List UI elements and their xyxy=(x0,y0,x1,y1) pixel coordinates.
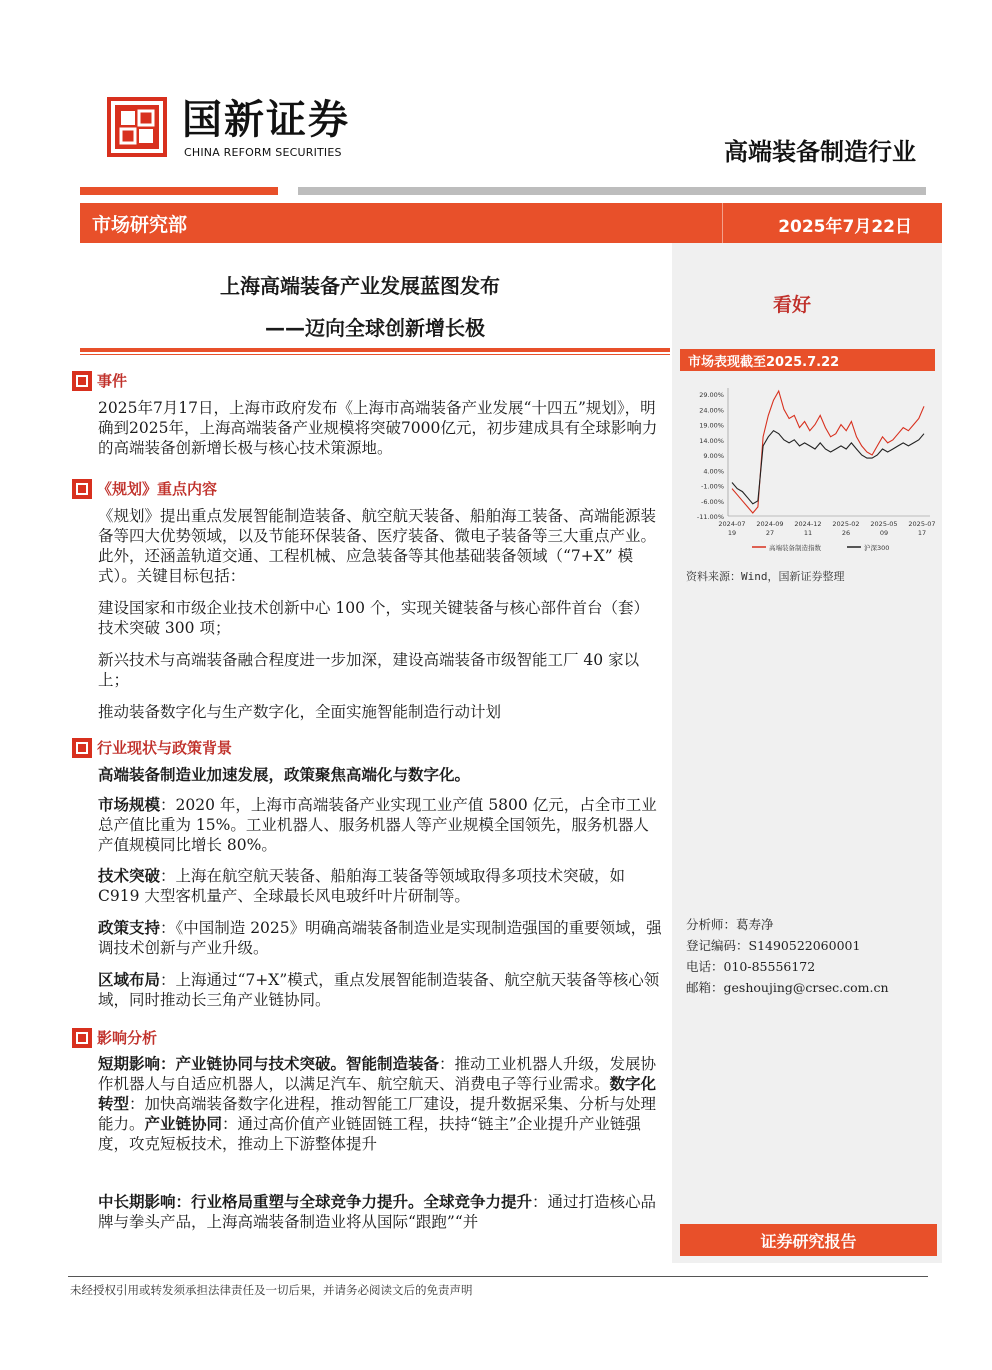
section-status-title: 行业现状与政策背景 xyxy=(97,739,233,757)
x-tick-label: 2025-05 xyxy=(870,520,898,528)
report-date: 2025年7月22日 xyxy=(778,217,912,237)
y-tick-label: -1.00% xyxy=(701,482,724,491)
analyst-name: 分析师：葛寿净 xyxy=(686,917,774,932)
x-tick-label: 2025-02 xyxy=(832,520,860,528)
analyst-email[interactable]: 邮箱：geshoujing@crsec.com.cn xyxy=(686,980,889,995)
digital-text: ：加快高端装备数字化进程，推动智能工厂建设，提升数据采集、分析与处理能力。 xyxy=(98,1095,657,1133)
status-lead xyxy=(98,765,663,787)
short-term-text: ：推动工业机器人升级，发展协作机器人与自适应机器人，以满足汽车、航空航天、消费电子等行业需求。 xyxy=(98,1055,657,1093)
title-rule-thick xyxy=(80,348,670,352)
y-tick-label: 14.00% xyxy=(699,436,724,445)
x-tick-label: 17 xyxy=(917,529,927,537)
status-region-paragraph xyxy=(98,970,663,1012)
x-tick-label: 27 xyxy=(765,529,775,537)
title-rule-thin xyxy=(80,354,670,355)
chain-text: ：通过高价值产业链固链工程，扶持“链主”企业提升产业链强度，攻克短板技术，推动上下游整体提升 xyxy=(98,1115,641,1153)
y-tick-label: 9.00% xyxy=(703,452,724,461)
report-title: 上海高端装备产业发展蓝图发布 xyxy=(220,274,500,298)
x-tick-label: 2024-09 xyxy=(756,520,784,528)
tech-text: ：上海在航空航天装备、船舶海工装备等领域取得多项技术突破，如 C919 大型客机量产、全球最长风电玻纤叶片研制等。 xyxy=(98,867,626,905)
status-market-paragraph xyxy=(98,795,663,859)
y-tick-label: 24.00% xyxy=(699,406,724,415)
series-line-1 xyxy=(732,431,924,504)
long-term-text: ：通过打造核心品牌与拳头产品，上海高端装备制造业将从国际“跟跑”“并 xyxy=(98,1193,657,1231)
plan-paragraph-4: 推动装备数字化与生产数字化，全面实施智能制造行动计划 xyxy=(98,703,502,721)
section-bullet-icon xyxy=(72,371,92,391)
section-plan-title: 《规划》重点内容 xyxy=(97,480,218,498)
company-logo-mark xyxy=(107,97,167,157)
market-label: 市场规模 xyxy=(98,796,161,814)
performance-chart-svg xyxy=(680,378,935,564)
status-tech-paragraph xyxy=(98,866,663,908)
chart-source: 资料来源：Wind，国新证券整理 xyxy=(686,570,845,583)
company-name-cn: 国新证券 xyxy=(182,97,350,143)
x-tick-label: 09 xyxy=(879,529,889,537)
digital-label: 数字化转型 xyxy=(98,1075,657,1113)
disclaimer-footer: 未经授权引用或转发须承担法律责任及一切后果，并请务必阅读文后的免责声明 xyxy=(70,1283,473,1297)
x-tick-label: 26 xyxy=(841,529,851,537)
region-text: ：上海通过“7+X”模式，重点发展智能制造装备、航空航天装备等核心领域，同时推动长三角产业链协同。 xyxy=(98,971,660,1009)
analyst-info xyxy=(686,914,889,998)
report-type-label: 证券研究报告 xyxy=(760,1232,857,1251)
plan-paragraph-1: 《规划》提出重点发展智能制造装备、航空航天装备、船舶海工装备、高端能源装备等四大优势领域，以及节能环保装备、医疗装备、微电子装备等三大重点产业。此外，还涵盖轨道交通、工程机械、应急装备等其他基础装备领域（“7+X” 模式）。关键目标包括： xyxy=(98,507,657,585)
long-term-label: 中长期影响：行业格局重塑与全球竞争力提升。全球竞争力提升 xyxy=(98,1193,533,1211)
section-impact-title: 影响分析 xyxy=(97,1029,158,1047)
performance-label: 市场表现截至2025.7.22 xyxy=(688,355,840,370)
logo-seal-icon xyxy=(107,97,167,157)
event-paragraph: 2025年7月17日，上海市政府发布《上海市高端装备产业发展“十四五”规划》，明确到2025年，上海高端装备产业规模将突破7000亿元，初步建成具有全球影响力的高端装备创新增长极与核心技术策源地。 xyxy=(98,399,658,457)
section-bullet-icon xyxy=(72,479,92,499)
section-bullet-icon xyxy=(72,1028,92,1048)
x-tick-label: 2024-12 xyxy=(794,520,822,528)
header-accent-bar xyxy=(80,187,278,195)
performance-chart xyxy=(680,378,935,564)
status-lead-text: 高端装备制造业加速发展，政策聚焦高端化与数字化。 xyxy=(98,766,471,784)
rating-label: 看好 xyxy=(772,294,811,316)
impact-long-paragraph xyxy=(98,1192,663,1234)
x-tick-label: 2025-07 xyxy=(908,520,935,528)
section-plan-header xyxy=(72,478,217,499)
x-tick-label: 19 xyxy=(727,529,737,537)
plan-paragraph-3: 新兴技术与高端装备融合程度进一步加深，建设高端装备市级智能工厂 40 家以上； xyxy=(98,651,640,689)
banner-divider xyxy=(722,203,723,243)
y-tick-label: -6.00% xyxy=(701,497,724,506)
legend-label-0: 高端装备制造指数 xyxy=(769,544,821,552)
y-tick-label: -11.00% xyxy=(696,513,724,521)
section-impact-header xyxy=(72,1027,157,1048)
y-tick-label: 19.00% xyxy=(699,421,724,430)
x-tick-label: 11 xyxy=(803,529,813,537)
company-name-en: CHINA REFORM SECURITIES xyxy=(184,146,342,159)
plan-paragraph-2: 建设国家和市级企业技术创新中心 100 个，实现关键装备与核心部件首台（套）技术突破 300 项； xyxy=(98,599,649,637)
y-tick-label: 4.00% xyxy=(703,467,724,476)
footer-rule xyxy=(68,1276,928,1277)
legend-label-1: 沪深300 xyxy=(864,544,890,552)
analyst-phone: 电话：010-85556172 xyxy=(686,959,816,974)
header-gray-bar xyxy=(298,187,926,195)
status-policy-paragraph xyxy=(98,918,663,960)
section-bullet-icon xyxy=(72,738,92,758)
department-label: 市场研究部 xyxy=(92,214,188,236)
x-tick-label: 2024-07 xyxy=(718,520,746,528)
short-term-label: 短期影响：产业链协同与技术突破。智能制造装备 xyxy=(98,1055,440,1073)
section-event-header xyxy=(72,370,127,391)
region-label: 区域布局 xyxy=(98,971,161,989)
chain-label: 产业链协同 xyxy=(144,1115,223,1133)
section-status-header xyxy=(72,737,232,758)
policy-label: 政策支持 xyxy=(98,919,161,937)
analyst-registration: 登记编码：S1490522060001 xyxy=(686,938,861,953)
tech-label: 技术突破 xyxy=(98,867,161,885)
policy-text: ：《中国制造 2025》明确高端装备制造业是实现制造强国的重要领域，强调技术创新与产业升级。 xyxy=(98,919,662,957)
industry-label: 高端装备制造行业 xyxy=(724,138,916,166)
y-tick-label: 29.00% xyxy=(699,391,724,400)
section-event-title: 事件 xyxy=(97,372,128,390)
series-line-0 xyxy=(732,391,924,513)
report-subtitle: ——迈向全球创新增长极 xyxy=(265,316,485,340)
market-text: ：2020 年，上海市高端装备产业实现工业产值 5800 亿元，占全市工业总产值比重为 15%。工业机器人、服务机器人等产业规模全国领先，服务机器人产值规模同比增长 80%。 xyxy=(98,796,657,854)
impact-short-paragraph xyxy=(98,1054,663,1180)
